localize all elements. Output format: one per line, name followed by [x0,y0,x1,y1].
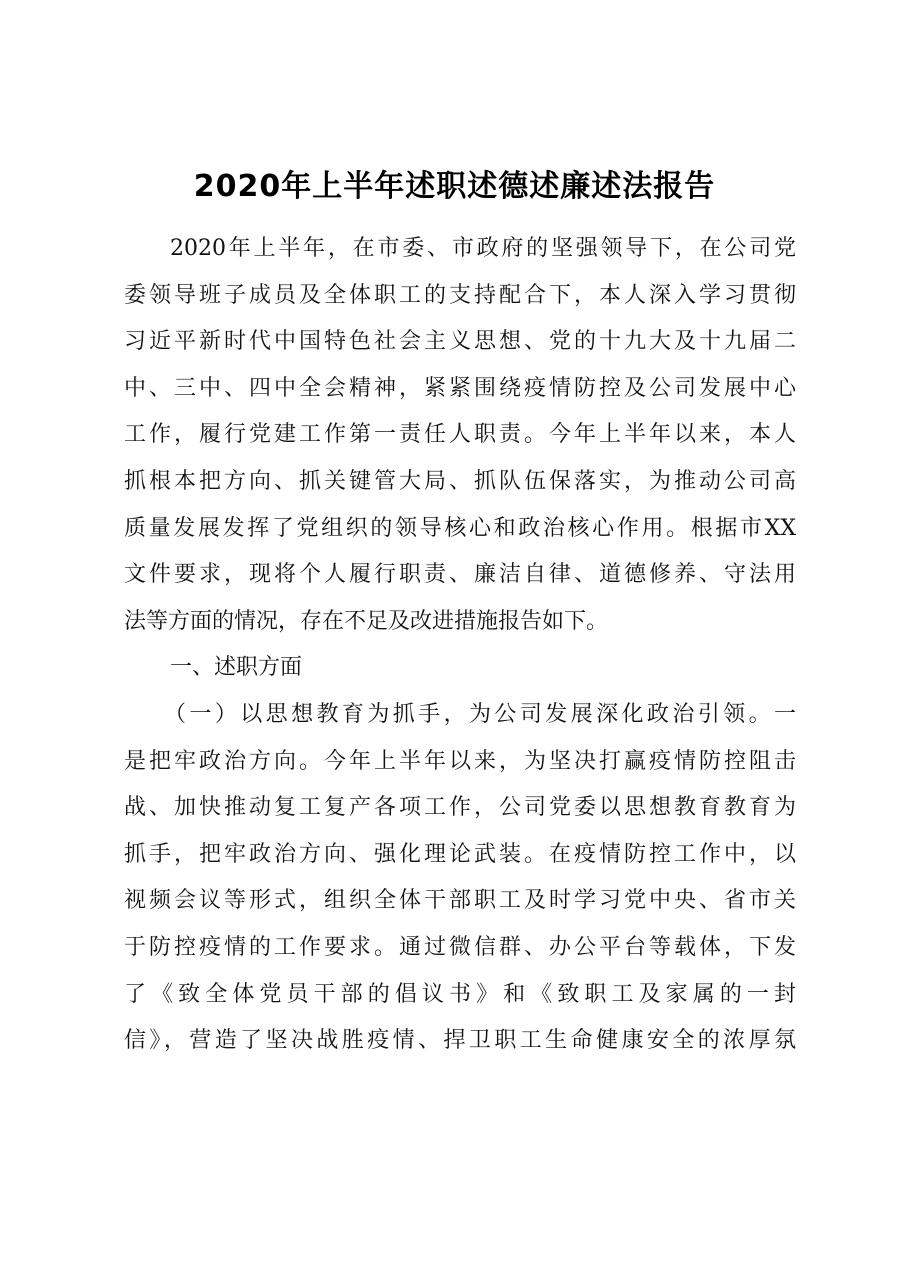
paragraph-line: 战、加快推动复工复产各项工作，公司党委以思想教育教育为 [124,795,796,821]
paragraph-line: 了《致全体党员干部的倡议书》和《致职工及家属的一封 [124,981,796,1007]
paragraph-line: 质量发展发挥了党组织的领导核心和政治核心作用。根据市XX [124,515,796,541]
paragraph-line: 工作，履行党建工作第一责任人职责。今年上半年以来，本人 [124,422,796,448]
paragraph-line: 是把牢政治方向。今年上半年以来，为坚决打赢疫情防控阻击 [124,748,796,774]
paragraph-line: 习近平新时代中国特色社会主义思想、党的十九大及十九届二 [124,329,796,355]
paragraph-line: 文件要求，现将个人履行职责、廉洁自律、道德修养、守法用 [124,562,796,588]
paragraph-line: （一）以思想教育为抓手，为公司发展深化政治引领。一 [164,701,796,727]
paragraph-line: 2020年上半年，在市委、市政府的坚强领导下，在公司党 [170,236,796,261]
paragraph-line: 信》，营造了坚决战胜疫情、捍卫职工生命健康安全的浓厚氛 [124,1028,796,1054]
section-heading: 一、述职方面 [170,655,303,681]
paragraph-line: 抓根本把方向、抓关键管大局、抓队伍保落实，为推动公司高 [124,468,796,494]
document-body [124,226,796,1065]
paragraph-line: 委领导班子成员及全体职工的支持配合下，本人深入学习贯彻 [124,282,796,308]
paragraph-line: 法等方面的情况，存在不足及改进措施报告如下。 [124,608,609,634]
document-title: 2020年上半年述职述德述廉述法报告 [193,169,716,204]
paragraph-line: 中、三中、四中全会精神，紧紧围绕疫情防控及公司发展中心 [124,375,796,401]
paragraph-line: 视频会议等形式，组织全体干部职工及时学习党中央、省市关 [124,888,796,914]
paragraph-line: 抓手，把牢政治方向、强化理论武装。在疫情防控工作中，以 [124,841,796,867]
paragraph-line: 于防控疫情的工作要求。通过微信群、办公平台等载体，下发 [124,934,796,960]
